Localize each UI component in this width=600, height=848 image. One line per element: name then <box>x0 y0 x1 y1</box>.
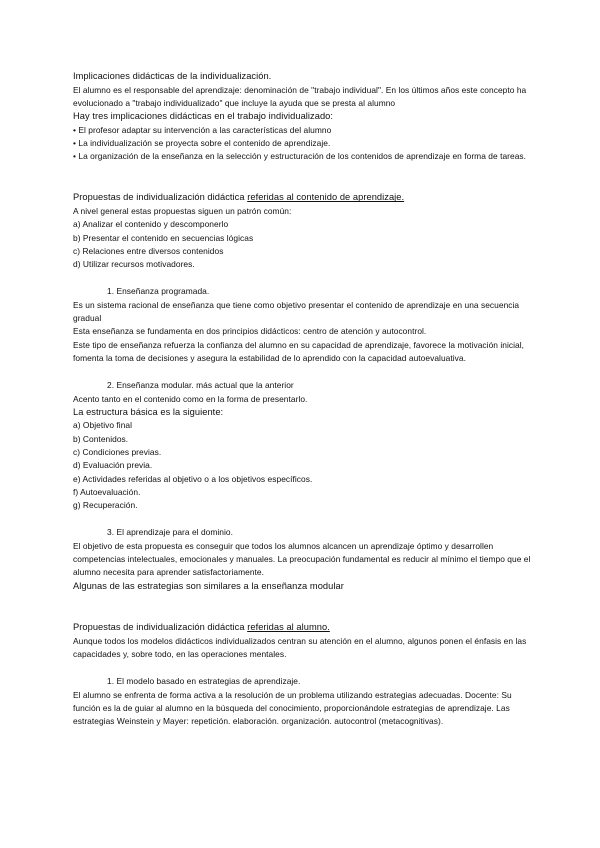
section-title-implicaciones: Implicaciones didácticas de la individualización. <box>73 71 272 81</box>
list-item: g) Recuperación. <box>73 500 138 511</box>
subsection-title: 1. Enseñanza programada. <box>107 286 210 297</box>
document-page <box>73 70 533 728</box>
paragraph: Aunque todos los modelos didácticos individualizados centran su atención en el alumno, algunos ponen el énfasis en las capacidades y, sobre todo, en las operaciones mentales. <box>73 635 527 659</box>
section-title-alumno <box>73 621 533 635</box>
section-title-contenido <box>73 191 533 205</box>
paragraph: Algunas de las estrategias son similares a la enseñanza modular <box>73 580 344 591</box>
list-item: b) Contenidos. <box>73 433 129 444</box>
bullet-item: • La individualización se proyecta sobre el contenido de aprendizaje. <box>73 137 331 148</box>
list-item: a) Analizar el contenido y descomponerlo <box>73 219 229 230</box>
list-item: b) Presentar el contenido en secuencias lógicas <box>73 232 254 243</box>
subsection-title: 2. Enseñanza modular. más actual que la anterior <box>107 380 294 391</box>
paragraph: El objetivo de esta propuesta es conseguir que todos los alumnos alcancen un aprendizaje óptimo y desarrollen competencias intelectuales, emocionales y manuales. La preocupación fundamental es reducir al mínimo el tiempo que el alumno necesita para aprender satisfactoriamente. <box>73 540 531 578</box>
list-item: d) Utilizar recursos motivadores. <box>73 259 195 270</box>
paragraph: Acento tanto en el contenido como en la forma de presentarlo. <box>73 393 308 404</box>
paragraph: A nivel general estas propuestas siguen un patrón común: <box>73 205 292 216</box>
paragraph: Esta enseñanza se fundamenta en dos principios didácticos: centro de atención y autocontrol. <box>73 326 427 337</box>
paragraph: La estructura básica es la siguiente: <box>73 406 224 417</box>
section-title-underlined: referidas al alumno. <box>247 622 330 633</box>
section-title-prefix: Propuestas de individualización didáctica <box>73 622 248 633</box>
subsection-title: 3. El aprendizaje para el dominio. <box>107 527 234 538</box>
list-item: e) Actividades referidas al objetivo o a los objetivos específicos. <box>73 473 313 484</box>
paragraph: El alumno se enfrenta de forma activa a la resolución de un problema utilizando estrategias adecuadas. Docente: Su función es la de guiar al alumno en la búsqueda del conocimiento, proporcionándole estrategias de aprendizaje. Las estrategias Weinstein y Mayer: repetición. elaboración. organización. autocontrol (metacognitivas). <box>73 689 512 727</box>
bullet-item: • La organización de la enseñanza en la selección y estructuración de los contenidos de aprendizaje en forma de tareas. <box>73 151 527 162</box>
paragraph: Es un sistema racional de enseñanza que tiene como objetivo presentar el contenido de aprendizaje en una secuencia gradual <box>73 299 520 324</box>
section-title-prefix: Propuestas de individualización didáctica <box>73 192 248 203</box>
paragraph: Este tipo de enseñanza refuerza la confianza del alumno en su capacidad de aprendizaje, favorece la motivación inicial, fomenta la toma de decisiones y asegura la estabilidad de lo aprendido con la capacidad autoevaluativa. <box>73 339 525 363</box>
list-item: a) Objetivo final <box>73 420 133 431</box>
bullet-item: • El profesor adaptar su intervención a las características del alumno <box>73 124 332 135</box>
list-item: c) Relaciones entre diversos contenidos <box>73 245 224 256</box>
list-item: c) Condiciones previas. <box>73 446 162 457</box>
paragraph-intro: Hay tres implicaciones didácticas en el trabajo individualizado: <box>73 111 334 122</box>
paragraph: El alumno es el responsable del aprendizaje: denominación de "trabajo individual". En los últimos años este concepto ha evolucionado a "trabajo individualizado" que incluye la ayuda que se presta al alumno <box>73 84 527 108</box>
list-item: d) Evaluación previa. <box>73 460 153 471</box>
list-item: f) Autoevaluación. <box>73 486 141 497</box>
subsection-title: 1. El modelo basado en estrategias de aprendizaje. <box>107 676 301 687</box>
section-title-underlined: referidas al contenido de aprendizaje. <box>247 192 405 203</box>
